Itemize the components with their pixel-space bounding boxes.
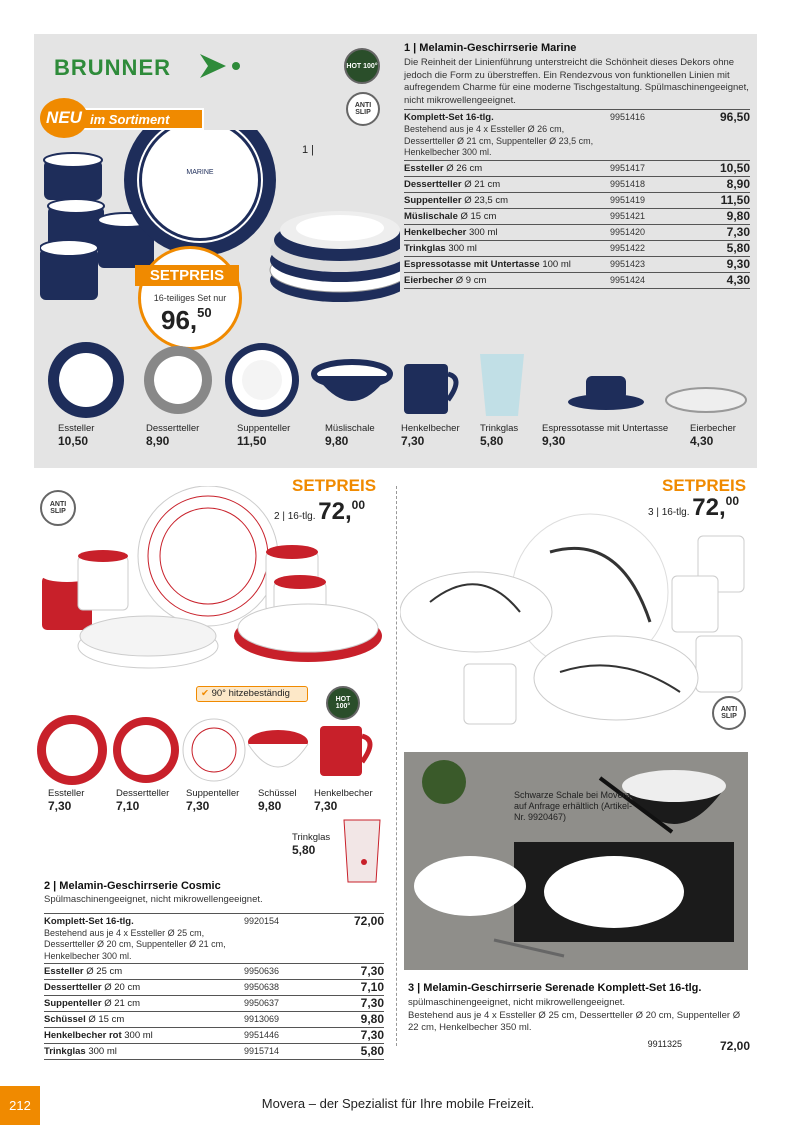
thumb-item: Schüssel 9,80 — [258, 788, 297, 813]
table-row: Müslischale Ø 15 cm 9951421 9,80 — [404, 208, 750, 223]
serenade-table-photo — [404, 752, 748, 970]
thumb-item: Dessertteller 7,10 — [116, 788, 170, 813]
marine-ref-marker: 1 | — [302, 144, 315, 156]
serenade-set-price: 3 | 16-tlg. 72,00 — [648, 494, 740, 521]
table-row: Henkelbecher 300 ml 9951420 7,30 — [404, 224, 750, 239]
table-row: Dessertteller Ø 20 cm 9950638 7,10 — [44, 980, 384, 994]
set-detail: Bestehend aus je 4 x Essteller Ø 26 cm, — [404, 124, 565, 134]
table-row: Suppenteller Ø 23,5 cm 9951419 11,50 — [404, 192, 750, 207]
hot-100-icon: HOT 100° — [326, 686, 360, 720]
article-number: 9951416 — [610, 110, 690, 161]
marine-setpreis-badge — [138, 246, 242, 350]
serenade-note: Schwarze Schale bei Movera auf Anfrage erhältlich (Artikel-Nr. 9920467) — [514, 790, 633, 822]
marine-title: 1 | Melamin-Geschirrserie Marine — [404, 42, 577, 54]
set-name: Komplett-Set 16-tlg. — [404, 112, 494, 123]
table-row: Komplett-Set 16-tlg. Bestehend aus je 4 x Essteller Ø 25 cm, Dessertteller Ø 20 cm, Suppenteller Ø 21 cm, Henkelbecher 300 ml. 9920154 72,00 — [44, 913, 384, 964]
anti-slip-icon: ANTI SLIP — [712, 696, 746, 730]
logo-text: BRUNNER — [54, 55, 171, 80]
cosmic-thumbnails — [36, 714, 380, 786]
bowl-icon — [400, 572, 552, 652]
thumb-item: Suppenteller 7,30 — [186, 788, 240, 813]
anti-slip-icon: ANTI SLIP — [40, 490, 76, 526]
plate-icon — [113, 717, 179, 783]
serenade-info — [408, 982, 750, 1053]
glass-icon — [480, 354, 524, 416]
egg-cup-icon — [666, 388, 746, 412]
thumb-item: Müslischale 9,80 — [325, 423, 375, 448]
table-row: Henkelbecher rot 300 ml 9951446 7,30 — [44, 1028, 384, 1042]
page-number: 212 — [0, 1086, 40, 1125]
footer-slogan: Movera – der Spezialist für Ihre mobile Freizeit. — [261, 1096, 535, 1111]
price: 72,00 — [719, 1038, 750, 1053]
table-row: Essteller Ø 26 cm 9951417 10,50 — [404, 160, 750, 175]
table-row: Essteller Ø 25 cm 9950636 7,30 — [44, 964, 384, 978]
cosmic-description: Spülmaschinengeeignet, nicht mikrowellengeeignet. — [44, 894, 263, 905]
svg-text:MARINE: MARINE — [186, 169, 214, 176]
table-row — [404, 110, 750, 161]
thumb-item: Espressotasse mit Untertasse 9,30 — [542, 423, 669, 448]
bowl-icon — [314, 362, 390, 401]
plate-icon — [48, 342, 124, 418]
thumb-item: Suppenteller 11,50 — [237, 423, 291, 448]
thumb-item: Henkelbecher 7,30 — [314, 788, 373, 813]
table-row: Eierbecher Ø 9 cm 9951424 4,30 — [404, 272, 750, 287]
heat-resistant-badge: ✔ 90° hitzebeständig — [196, 686, 308, 702]
serenade-product-photo — [400, 512, 756, 738]
setpreis-heading: SETPREIS — [135, 265, 239, 286]
section-divider — [396, 486, 397, 1046]
plate-icon — [225, 343, 299, 417]
cosmic-info — [44, 880, 384, 1060]
hot-100-icon: HOT 100° — [344, 48, 380, 84]
table-row: Trinkglas 300 ml 9951422 5,80 — [404, 240, 750, 255]
setpreis-price: 96,50 — [161, 305, 212, 335]
table-row: Trinkglas 300 ml 9915714 5,80 — [44, 1044, 384, 1058]
plate-icon — [138, 486, 278, 626]
serenade-details: Bestehend aus je 4 x Essteller Ø 25 cm, Dessertteller Ø 20 cm, Suppenteller Ø 22 cm, Henkelbecher 350 ml. — [408, 1009, 741, 1033]
marine-info — [404, 42, 750, 289]
plate-stack-icon — [270, 211, 400, 302]
table-row: Espressotasse mit Untertasse 100 ml 9951423 9,30 — [404, 256, 750, 271]
plate-icon — [144, 346, 212, 414]
set-name: Komplett-Set 16-tlg. — [44, 915, 134, 927]
cosmic-product-photo — [38, 486, 382, 676]
espresso-cup-icon — [568, 376, 644, 410]
bowl-icon — [248, 730, 308, 767]
article-number: 9911325 — [647, 1038, 682, 1049]
trinkglas-item: Trinkglas 5,80 — [292, 832, 331, 857]
anti-slip-icon: ANTI SLIP — [346, 92, 380, 126]
setpreis-subtext: 16-teiliges Set nur — [153, 293, 227, 303]
mug-icon — [320, 726, 370, 776]
thumb-item: Essteller 10,50 — [58, 423, 95, 448]
glass-icon — [342, 818, 382, 884]
mug-icon — [404, 364, 456, 414]
plate-icon — [534, 636, 698, 720]
set-detail: Henkelbecher 300 ml. — [404, 147, 492, 157]
cosmic-setpreis-heading: SETPREIS — [292, 476, 377, 495]
marine-description: Die Reinheit der Linienführung unterstreicht die Schönheit dieses Dekors ohne jedoch die Form zu überstreffen. Ein Rendezvous von funktionellen Linien mit aufregendem Charme für eine moderne Tischgestaltung. Spülmaschinengeeignet, nicht mikrowellengeeignet. — [404, 57, 749, 106]
table-row: Suppenteller Ø 21 cm 9950637 7,30 — [44, 996, 384, 1010]
plate-icon — [183, 719, 245, 781]
thumb-item: Henkelbecher 7,30 — [401, 423, 460, 448]
serenade-title: 3 | Melamin-Geschirrserie Serenade Komplett-Set 16-tlg. — [408, 982, 702, 994]
check-icon: ✔ — [201, 688, 212, 699]
marine-price-table — [404, 109, 750, 289]
brunner-logo — [50, 48, 250, 84]
neu-circle: NEU — [40, 98, 88, 138]
thumb-item: Essteller 7,30 — [48, 788, 85, 813]
serenade-description: spülmaschinengeeignet, nicht mikrowellengeeignet. — [408, 997, 626, 1008]
table-row: Dessertteller Ø 21 cm 9951418 8,90 — [404, 176, 750, 191]
cosmic-title: 2 | Melamin-Geschirrserie Cosmic — [44, 880, 221, 892]
thumb-item: Dessertteller 8,90 — [146, 423, 200, 448]
marine-thumbnails — [40, 340, 752, 422]
price: 96,50 — [690, 110, 750, 161]
neu-badge — [40, 104, 206, 132]
thumb-item: Trinkglas 5,80 — [480, 423, 519, 448]
table-setting-illustration — [404, 752, 748, 970]
serenade-setpreis-heading: SETPREIS — [662, 476, 747, 495]
thumb-item: Eierbecher 4,30 — [690, 423, 736, 448]
serenade-price-row — [408, 1039, 750, 1053]
cosmic-price-table — [44, 913, 384, 1061]
table-row: Schüssel Ø 15 cm 9913069 9,80 — [44, 1012, 384, 1026]
plate-icon — [37, 715, 107, 785]
neu-label: im Sortiment — [80, 108, 204, 130]
set-detail: Dessertteller Ø 21 cm, Suppenteller Ø 23,5 cm, — [404, 135, 594, 146]
cosmic-set-price: 2 | 16-tlg. 72,00 — [274, 498, 366, 525]
